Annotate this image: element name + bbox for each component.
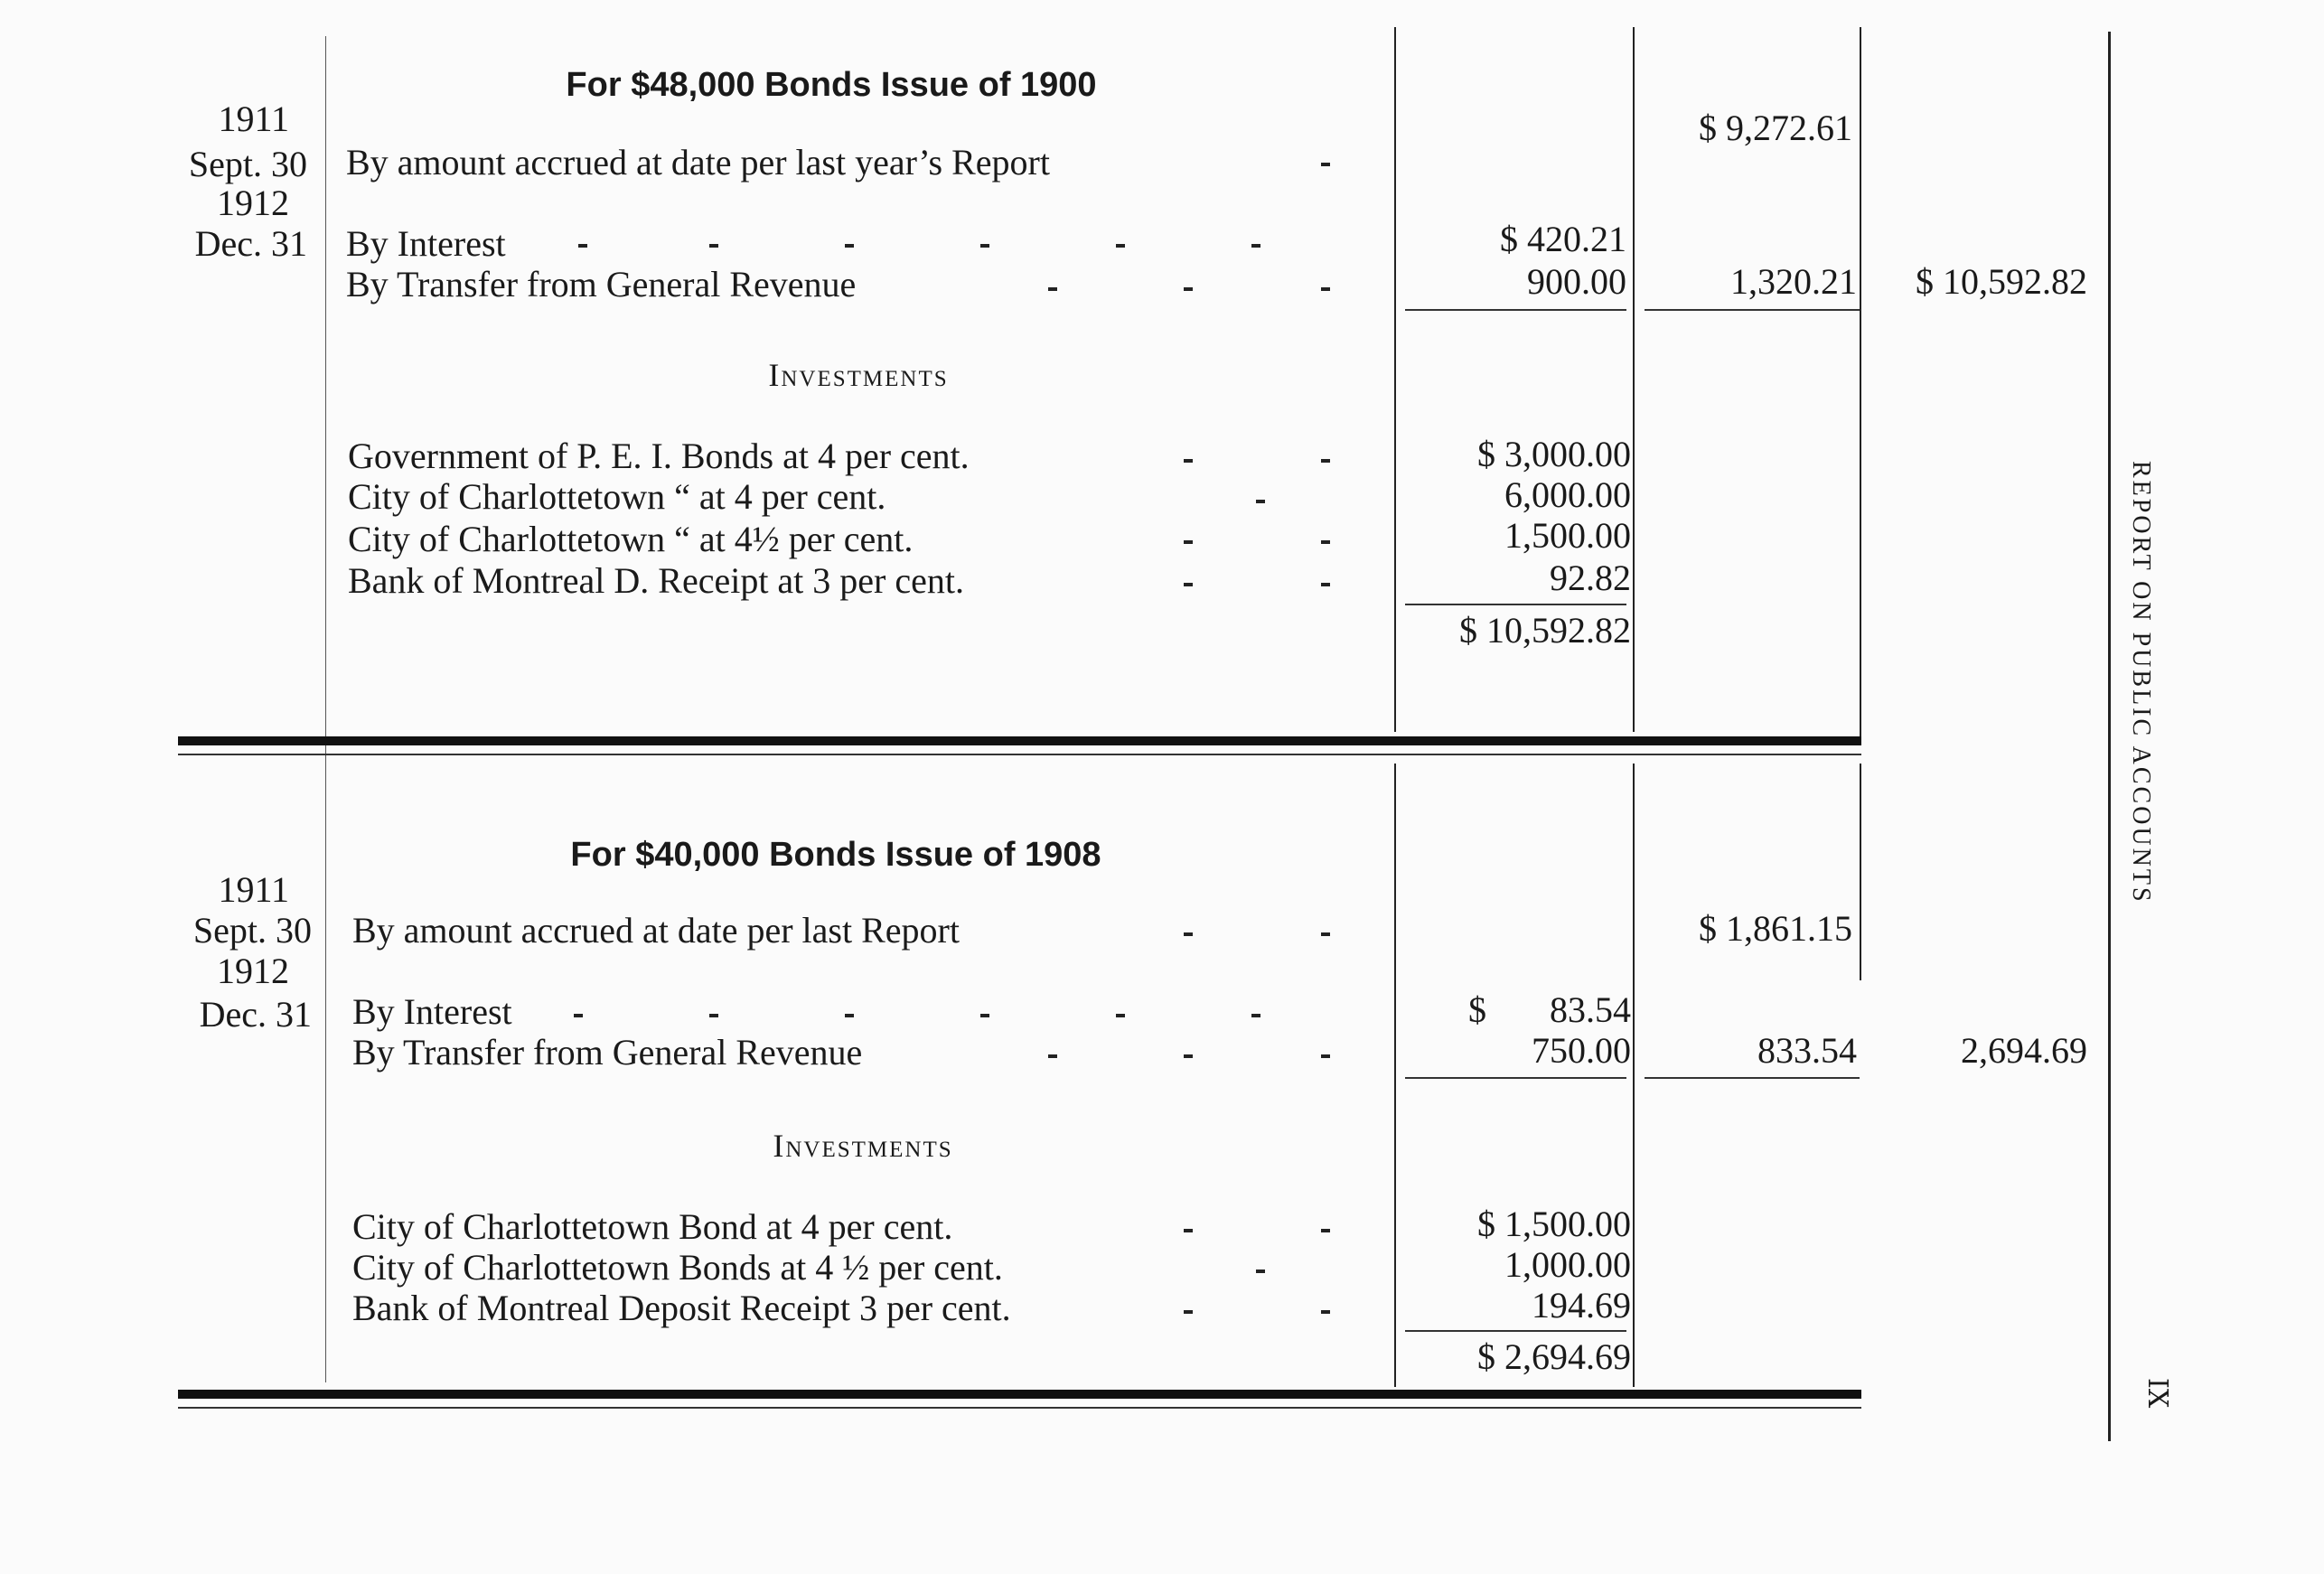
running-header: REPORT ON PUBLIC ACCOUNTS — [2127, 461, 2155, 904]
leader-dash — [845, 1014, 854, 1017]
leader-dash — [1321, 459, 1330, 463]
column-rule-b-2 — [1633, 764, 1635, 1387]
column-rule-c — [1860, 27, 1861, 741]
leader-dash — [709, 1014, 718, 1017]
section-1-row-accrued-amount: $ 9,272.61 — [1699, 108, 1852, 148]
subtotal-rule — [1405, 1077, 1626, 1079]
section-1-row-transfer-amount-b: 1,320.21 — [1730, 261, 1857, 302]
total-rule — [1405, 1330, 1626, 1332]
section-2-date-year-2: 1912 — [217, 951, 289, 991]
section-2-investment-2-label: City of Charlottetown Bonds at 4 ½ per cent. — [352, 1247, 1003, 1288]
leader-dash — [1251, 1014, 1260, 1017]
section-1-investment-2-label: City of Charlottetown “ at 4 per cent. — [348, 476, 886, 517]
section-1-date-year-1: 1911 — [218, 98, 289, 139]
leader-dash — [1251, 244, 1260, 248]
section-2-date-1: Sept. 30 — [192, 910, 312, 951]
section-2-investments-title: Investments — [773, 1128, 953, 1164]
bottom-rule — [178, 1390, 1861, 1399]
section-1-row-interest-label: By Interest — [346, 223, 506, 264]
section-2-row-transfer-amount-b: 833.54 — [1757, 1030, 1857, 1071]
leader-dash — [1116, 244, 1125, 248]
section-2-investment-1-label: City of Charlottetown Bond at 4 per cent. — [352, 1206, 953, 1247]
leader-dash — [1321, 287, 1330, 291]
section-2-date-year-1: 1911 — [218, 869, 289, 910]
section-2-investment-3-amount: 194.69 — [1532, 1285, 1631, 1326]
leader-dash — [1184, 287, 1193, 291]
leader-dash — [1184, 459, 1193, 463]
section-1-investments-title: Investments — [768, 357, 949, 393]
section-1-investment-4-label: Bank of Montreal D. Receipt at 3 per cent. — [348, 560, 964, 601]
section-2-investments-total: $ 2,694.69 — [1477, 1336, 1631, 1377]
leader-dash — [1184, 1310, 1193, 1314]
section-2-row-interest-amount: $ 83.54 — [1468, 989, 1631, 1030]
column-rule-date — [325, 36, 326, 1382]
leader-dash — [1048, 287, 1057, 291]
section-2-row-accrued-amount: $ 1,861.15 — [1699, 908, 1852, 949]
section-2-row-accrued-label: By amount accrued at date per last Report — [352, 910, 960, 951]
leader-dash — [1048, 1054, 1057, 1058]
section-1-investments-total: $ 10,592.82 — [1459, 610, 1631, 651]
section-1-investment-1-amount: $ 3,000.00 — [1477, 434, 1631, 474]
section-2-investment-2-amount: 1,000.00 — [1504, 1244, 1631, 1285]
leader-dash — [1321, 540, 1330, 544]
leader-dash — [1321, 932, 1330, 936]
leader-dash — [709, 244, 718, 248]
section-1-investment-2-amount: 6,000.00 — [1504, 474, 1631, 515]
leader-dash — [1116, 1014, 1125, 1017]
section-1-date-2: Dec. 31 — [194, 223, 307, 264]
section-2-row-transfer-label: By Transfer from General Revenue — [352, 1032, 863, 1073]
column-rule-outer — [2108, 32, 2111, 1441]
section-1-investment-3-amount: 1,500.00 — [1504, 515, 1631, 556]
section-2-row-transfer-amount-c: 2,694.69 — [1961, 1030, 2087, 1071]
leader-dash — [980, 1014, 989, 1017]
total-rule — [1405, 604, 1626, 605]
leader-dash — [1256, 500, 1265, 503]
leader-dash — [1184, 1229, 1193, 1232]
leader-dash — [1321, 1310, 1330, 1314]
subtotal-rule — [1645, 1077, 1860, 1079]
leader-dash — [1184, 540, 1193, 544]
leader-dash — [578, 244, 587, 248]
leader-dash — [1184, 932, 1193, 936]
leader-dash — [574, 1014, 583, 1017]
section-1-row-transfer-amount-a: 900.00 — [1527, 261, 1626, 302]
section-1-row-interest-amount: $ 420.21 — [1500, 219, 1626, 259]
section-1-date-year-2: 1912 — [217, 183, 289, 223]
section-2-row-transfer-amount-a: 750.00 — [1532, 1030, 1631, 1071]
column-rule-a-2 — [1394, 764, 1396, 1387]
leader-dash — [845, 244, 854, 248]
section-divider-thin — [178, 754, 1861, 755]
section-1-row-transfer-label: By Transfer from General Revenue — [346, 264, 857, 304]
leader-dash — [1321, 163, 1330, 166]
section-2-heading: For $40,000 Bonds Issue of 1908 — [570, 836, 1101, 874]
leader-dash — [1184, 1054, 1193, 1058]
leader-dash — [1321, 1229, 1330, 1232]
section-1-date-1: Sept. 30 — [188, 144, 307, 184]
page-number: IX — [2141, 1378, 2173, 1409]
section-1-investment-4-amount: 92.82 — [1550, 557, 1631, 598]
section-divider — [178, 736, 1861, 745]
section-2-investment-3-label: Bank of Montreal Deposit Receipt 3 per cent. — [352, 1288, 1011, 1328]
section-2-investment-1-amount: $ 1,500.00 — [1477, 1204, 1631, 1244]
leader-dash — [1321, 1054, 1330, 1058]
section-1-heading: For $48,000 Bonds Issue of 1900 — [566, 66, 1097, 104]
leader-dash — [1184, 583, 1193, 586]
leader-dash — [980, 244, 989, 248]
subtotal-rule — [1405, 309, 1626, 311]
section-1-investment-1-label: Government of P. E. I. Bonds at 4 per cent. — [348, 436, 970, 476]
section-2-row-interest-label: By Interest — [352, 991, 512, 1032]
leader-dash — [1321, 583, 1330, 586]
column-rule-c-2 — [1860, 764, 1861, 980]
section-2-date-2: Dec. 31 — [199, 994, 312, 1035]
bottom-rule-thin — [178, 1407, 1861, 1409]
leader-dash — [1256, 1270, 1265, 1273]
section-1-row-accrued-label: By amount accrued at date per last year’s Report — [346, 142, 1050, 183]
section-1-investment-3-label: City of Charlottetown “ at 4½ per cent. — [348, 519, 914, 559]
subtotal-rule — [1645, 309, 1860, 311]
column-rule-a — [1394, 27, 1396, 732]
section-1-row-transfer-amount-c: $ 10,592.82 — [1916, 261, 2087, 302]
